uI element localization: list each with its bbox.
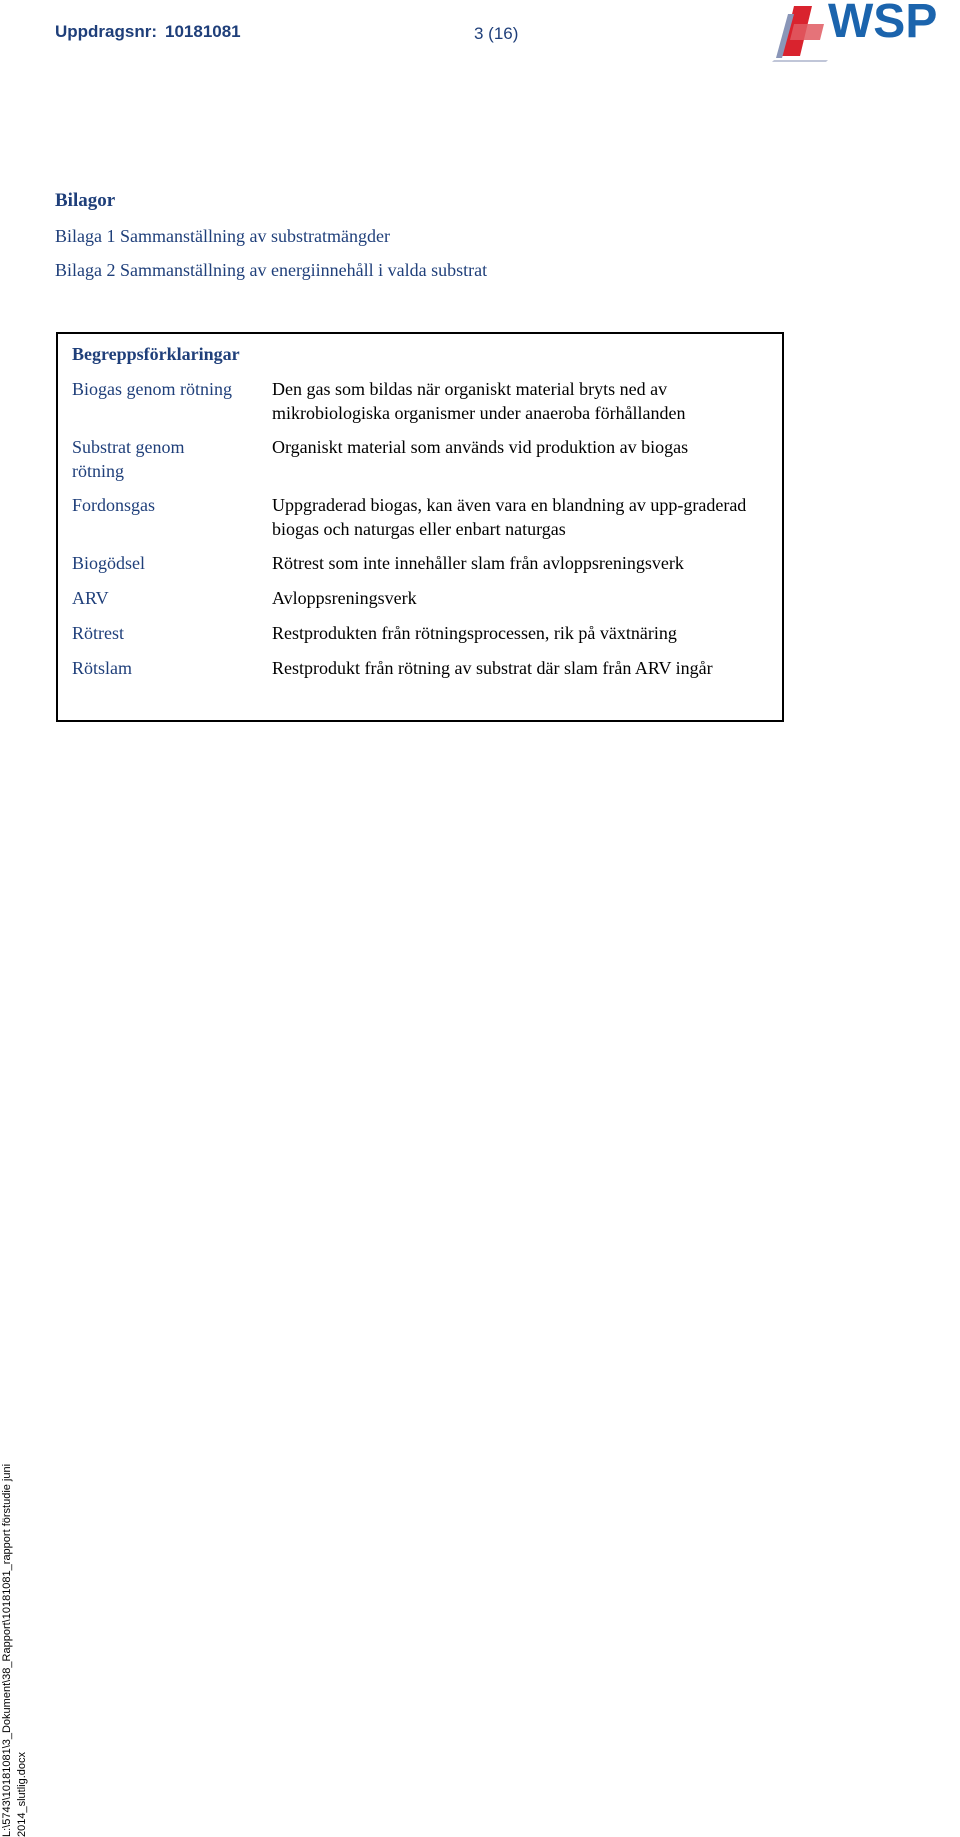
glossary-term: Biogödsel — [72, 553, 146, 573]
glossary-term: Rötrest — [72, 623, 124, 643]
glossary-term: Fordonsgas — [72, 495, 156, 515]
file-path-line-1: L:\5743\10181081\3_Dokument\38_Rapport\10181081_rapport förstudie juni — [1, 1463, 13, 1837]
glossary-definition: Uppgraderad biogas, kan även vara en blandning av upp-graderad biogas och naturgas eller enbart naturgas — [272, 495, 747, 539]
glossary-definition: Den gas som bildas när organiskt material bryts ned av mikrobiologiska organismer under anaeroba förhållanden — [272, 379, 686, 423]
bilagor-heading: Bilagor — [55, 190, 116, 211]
glossary-definition: Restprodukten från rötningsprocessen, rik på växtnäring — [272, 623, 677, 643]
glossary-definition: Avloppsreningsverk — [272, 588, 417, 608]
bilaga-item-2: Bilaga 2 Sammanställning av energiinnehåll i valda substrat — [55, 260, 488, 280]
glossary-term: Substrat genom rötning — [72, 437, 185, 481]
assignment-number — [55, 22, 241, 42]
glossary-title: Begreppsförklaringar — [72, 344, 240, 364]
bilaga-item-1: Bilaga 1 Sammanställning av substratmängder — [55, 226, 390, 246]
page-number: 3 (16) — [474, 24, 519, 43]
glossary-term: ARV — [72, 588, 109, 608]
file-path-footer — [0, 477, 40, 1837]
wsp-logo-text: WSP — [828, 0, 938, 48]
file-path-line-2: 2014_slutlig.docx — [16, 1751, 28, 1837]
glossary-term: Biogas genom rötning — [72, 379, 232, 399]
wsp-logo — [772, 0, 960, 62]
assignment-number-value: 10181081 — [165, 22, 241, 41]
glossary-definition: Organiskt material som används vid produktion av biogas — [272, 437, 689, 457]
assignment-number-label: Uppdragsnr: — [55, 22, 157, 41]
wsp-logo-mark-icon — [772, 0, 832, 62]
glossary-definition: Rötrest som inte innehåller slam från avloppsreningsverk — [272, 553, 684, 573]
glossary-definition: Restprodukt från rötning av substrat där slam från ARV ingår — [272, 658, 713, 678]
glossary-term: Rötslam — [72, 658, 133, 678]
glossary-box — [56, 332, 784, 722]
